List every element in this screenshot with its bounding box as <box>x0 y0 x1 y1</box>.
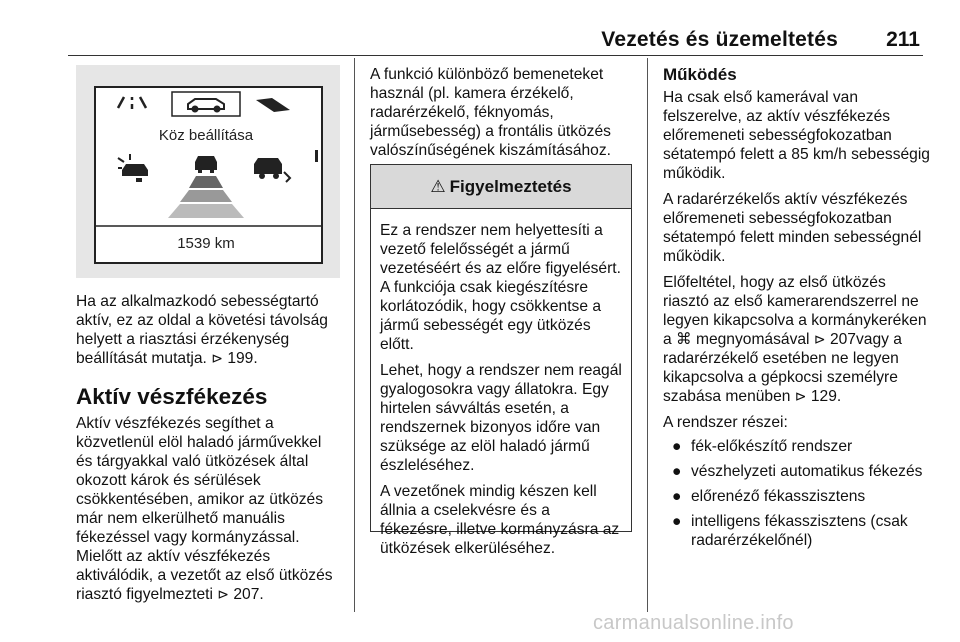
warning-body <box>371 209 631 558</box>
warning-triangle-icon: ⚠ <box>430 176 446 196</box>
list-item: ● fék-előkészítő rendszer <box>672 438 853 455</box>
warning-box <box>370 164 632 557</box>
watermark: carmanualsonline.info <box>593 612 794 634</box>
parts-list <box>663 437 931 550</box>
header-rule <box>68 55 923 56</box>
section-title: Vezetés és üzemeltetés <box>601 28 838 51</box>
list-item: ● intelligens fékasszisztens (csak radarérzékelőnél) <box>672 513 908 549</box>
page-number: 211 <box>886 28 920 51</box>
parts-intro: A rendszer részei: <box>663 414 788 431</box>
scroll-indicator <box>315 150 318 162</box>
body-paragraph: Előfeltétel, hogy az első ütközés riasztó az első kamerarendszerrel ne legyen kikapcsolva a kormánykeréken a ⌘ megnyomásával ⊳ 207vagy a radarérzékelő esetében ne legyen kikapcsolva a gépkocsi személyre szabása menüben ⊳ 129. <box>663 274 927 405</box>
body-paragraph: A radarérzékelős aktív vészfékezés előremeneti sebességfokozatban sétatempó felett minden sebességnél működik. <box>663 191 922 265</box>
lead-vehicle-icon <box>195 156 217 173</box>
distance-band-1 <box>189 176 223 188</box>
figure-caption: Ha az alkalmazkodó sebességtartó aktív, ez az oldal a követési távolság helyett a riasztási érzékenység beállítását mutatja. ⊳ 199. <box>76 293 328 367</box>
odometer-readout: 1539 km <box>177 235 235 252</box>
column-1 <box>76 292 341 611</box>
steering-wheel-button-icon: ⌘ <box>676 331 692 348</box>
screen-title: Köz beállítása <box>158 127 254 144</box>
bullet-icon: ● <box>672 463 682 480</box>
bullet-icon: ● <box>672 438 682 455</box>
page-ref-arrow-icon: ⊳ <box>813 331 826 347</box>
lane-icon <box>118 97 146 109</box>
road-sign-icon <box>256 98 290 112</box>
subsection-heading: Működés <box>663 65 737 84</box>
warning-header <box>371 165 631 209</box>
distance-band-2 <box>180 190 232 202</box>
bullet-icon: ● <box>672 513 682 530</box>
bullet-icon: ● <box>672 488 682 505</box>
section-heading: Aktív vészfékezés <box>76 384 268 409</box>
page-ref-arrow-icon: ⊳ <box>794 388 807 404</box>
page-ref-arrow-icon: ⊳ <box>217 586 230 602</box>
car-alert-icon <box>118 154 148 182</box>
page-ref-arrow-icon: ⊳ <box>211 350 223 366</box>
body-paragraph: Aktív vészfékezés segíthet a közvetlenül elöl haladó járművekkel és tárgyakkal való ütközések által okozott károk és sérülések csökkentésében, amikor az ütközés már nem elkerülhető manuális fékezéssel vagy kormányzással. Mielőtt az aktív vészfékezés aktiválódik, a vezetőt az első ütközés riasztó figyelmezteti ⊳ 207. <box>76 415 333 603</box>
list-item: ● vészhelyzeti automatikus fékezés <box>672 463 923 480</box>
page-header <box>0 22 960 56</box>
car-icon <box>188 99 224 112</box>
column-3 <box>663 65 931 556</box>
list-item: ● előrenéző fékasszisztens <box>672 488 866 505</box>
column-divider-2 <box>647 58 648 612</box>
warning-paragraph: Ez a rendszer nem helyettesíti a vezető felelősségét a jármű vezetéséért és az előre figyelésért. A funkciója csak kiegészítésre korlátozódik, hogy csökkentse a jármű sebességét egy ütközés előtt. <box>380 222 621 353</box>
intro-paragraph: A funkció különböző bemeneteket használ (pl. kamera érzékelő, radarérzékelő, féknyomás, járműsebesség) a frontális ütközés valószínűségének kiszámításához. <box>370 66 611 159</box>
tab-selected-frame <box>172 92 240 116</box>
warning-paragraph: Lehet, hogy a rendszer nem reagál gyalogosokra vagy állatokra. Egy hirtelen sávváltás esetén, a rendszernek bizonyos időre van szüksége az elöl haladó jármű észleléséhez. <box>380 362 622 474</box>
instrument-display <box>94 86 323 264</box>
column-divider-1 <box>354 58 355 612</box>
warning-paragraph: A vezetőnek mindig készen kell állnia a cselekvésre és a fékezésre, illetve kormányzásra az ütközések elkerüléséhez. <box>380 483 620 557</box>
display-graphics <box>96 88 321 262</box>
car-distance-icon <box>254 158 290 182</box>
column-2 <box>370 65 635 167</box>
body-paragraph: Ha csak első kamerával van felszerelve, az aktív vészfékezés előremeneti sebességfokozatban sétatempó felett a 85 km/h sebességig működik. <box>663 89 930 182</box>
warning-title: Figyelmeztetés <box>449 176 572 196</box>
distance-band-3 <box>168 204 244 218</box>
